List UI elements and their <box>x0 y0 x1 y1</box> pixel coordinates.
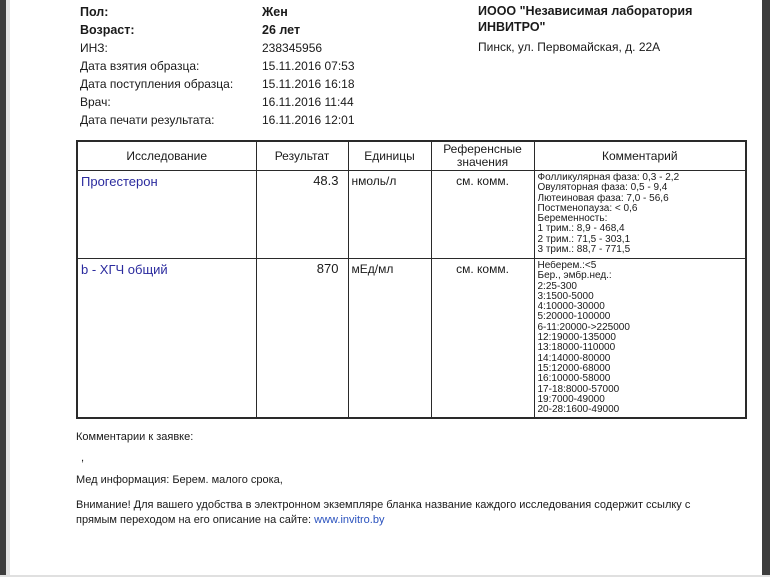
notice-text: Внимание! Для вашего удобства в электронном экземпляре бланка название каждого исследования содержит ссылку с прямым переходом на его описание на сайте: <box>76 499 691 527</box>
comment-cell <box>534 259 746 419</box>
request-comments-value: , <box>81 452 85 465</box>
test-link-progesterone[interactable]: Прогестерон <box>81 174 158 189</box>
right-edge-bar <box>762 0 770 577</box>
comment-line: 4:10000-30000 <box>537 302 605 313</box>
results-table <box>76 140 747 419</box>
invitro-site-link[interactable]: www.invitro.by <box>314 514 385 527</box>
med-info-text: Мед информация: Берем. малого срока, <box>76 474 283 487</box>
test-name-cell <box>77 259 256 419</box>
test-name-cell <box>77 171 256 259</box>
result-value: 870 <box>256 259 348 419</box>
report-content <box>10 0 762 528</box>
report-footer <box>76 431 762 528</box>
col-header-study: Исследование <box>77 141 256 171</box>
comment-line: 14:14000-80000 <box>537 353 611 364</box>
comment-line: 15:12000-68000 <box>537 363 611 374</box>
info-row-sample-received <box>80 75 762 93</box>
notice-paragraph <box>76 498 712 528</box>
info-label: Врач: <box>80 95 111 109</box>
col-header-result: Результат <box>256 141 348 171</box>
table-row-progesterone <box>77 171 746 259</box>
info-row-print-date <box>80 111 762 129</box>
table-header-row <box>77 141 746 171</box>
comment-line: Бер., эмбр.нед.: <box>537 271 612 282</box>
info-label: ИНЗ: <box>80 41 108 55</box>
units-value: нмоль/л <box>348 171 431 259</box>
col-header-units: Единицы <box>348 141 431 171</box>
comment-line: 13:18000-110000 <box>537 343 616 354</box>
info-value: 15.11.2016 07:53 <box>262 59 355 73</box>
result-value: 48.3 <box>256 171 348 259</box>
request-comments-label: Комментарии к заявке: <box>76 431 194 444</box>
comment-line: 12:19000-135000 <box>537 333 616 344</box>
info-row-sample-taken <box>80 57 762 75</box>
comment-line: 6-11:20000->225000 <box>537 322 630 333</box>
info-label: Пол: <box>80 5 109 19</box>
comment-line: Постменопауза: < 0,6 <box>537 203 638 214</box>
test-link-hcg[interactable]: b - ХГЧ общий <box>81 262 168 277</box>
info-value: Жен <box>262 5 288 19</box>
comment-line: Неберем.:<5 <box>537 261 597 271</box>
units-value: мЕд/мл <box>348 259 431 419</box>
reference-value: см. комм. <box>431 259 534 419</box>
comment-line: 1 трим.: 8,9 - 468,4 <box>537 224 625 235</box>
info-label: Дата взятия образца: <box>80 59 200 73</box>
comment-line: Овуляторная фаза: 0,5 - 9,4 <box>537 183 668 194</box>
comment-line: 20-28:1600-49000 <box>537 405 620 416</box>
comment-line: 3 трим.: 88,7 - 771,5 <box>537 245 631 256</box>
comment-line: Фолликулярная фаза: 0,3 - 2,2 <box>537 173 680 183</box>
lab-info-block <box>478 3 730 54</box>
comment-line: 5:20000-100000 <box>537 312 611 323</box>
comment-cell <box>534 171 746 259</box>
lab-name: ИООО "Независимая лаборатория ИНВИТРО" <box>478 4 693 34</box>
lab-address: Пинск, ул. Первомайская, д. 22А <box>478 40 661 54</box>
comment-line: 19:7000-49000 <box>537 394 605 405</box>
comment-line: 2:25-300 <box>537 281 577 292</box>
info-label: Возраст: <box>80 23 135 37</box>
comment-line: Лютеиновая фаза: 7,0 - 56,6 <box>537 193 669 204</box>
report-header <box>10 0 762 129</box>
comment-line: 3:1500-5000 <box>537 291 594 302</box>
info-value: 16.11.2016 12:01 <box>262 113 355 127</box>
info-value: 26 лет <box>262 23 301 37</box>
info-label: Дата поступления образца: <box>80 77 234 91</box>
reference-value: см. комм. <box>431 171 534 259</box>
col-header-reference: Референсные значения <box>431 141 534 171</box>
table-row-hcg <box>77 259 746 419</box>
comment-line: 17-18:8000-57000 <box>537 384 620 395</box>
info-value: 16.11.2016 11:44 <box>262 95 354 109</box>
col-header-comment: Комментарий <box>534 141 746 171</box>
info-value: 238345956 <box>262 41 323 55</box>
comment-line: 16:10000-58000 <box>537 374 611 385</box>
comment-line: 2 трим.: 71,5 - 303,1 <box>537 234 631 245</box>
comment-line: Беременность: <box>537 214 608 225</box>
info-value: 15.11.2016 16:18 <box>262 77 355 91</box>
info-row-doctor <box>80 93 762 111</box>
info-label: Дата печати результата: <box>80 113 215 127</box>
